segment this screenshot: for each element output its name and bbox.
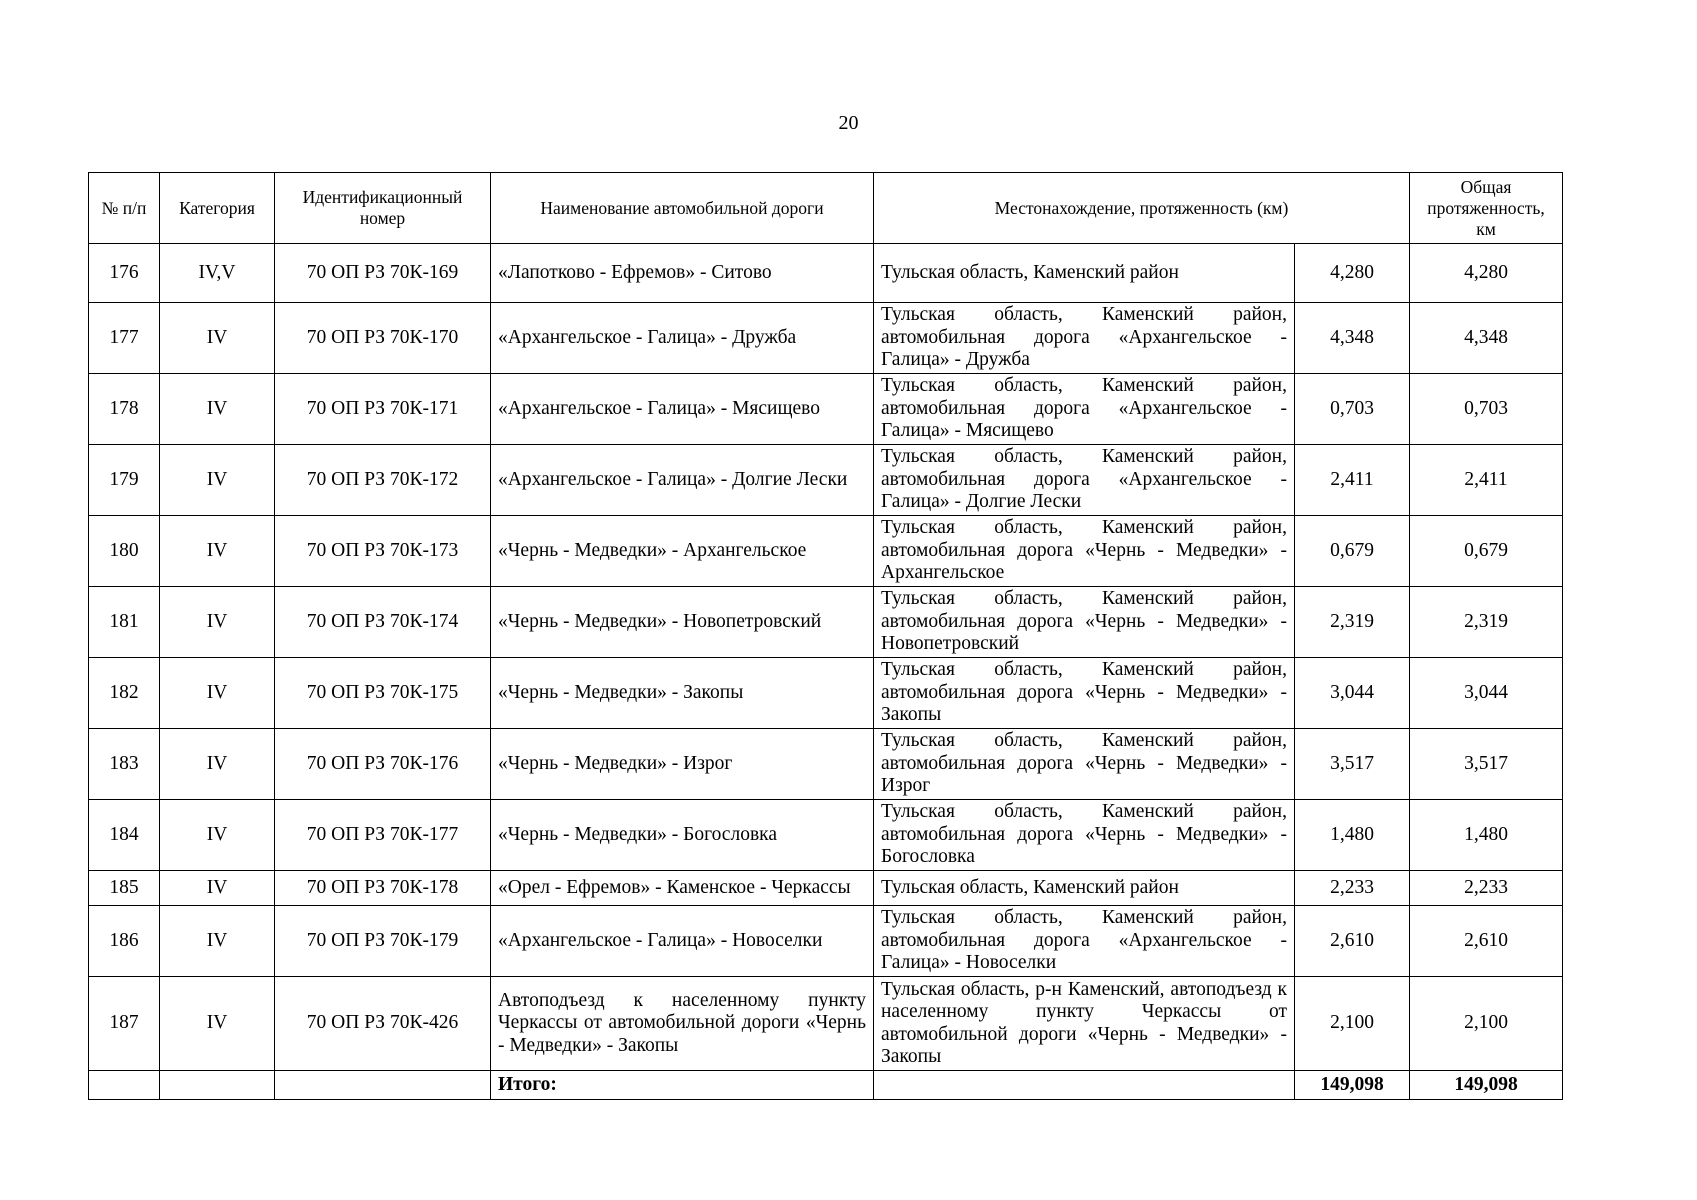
table-row <box>89 977 1563 1071</box>
row-num: 176 <box>89 244 160 303</box>
roads-table <box>88 172 1563 1100</box>
row-id: 70 ОП РЗ 70К-175 <box>275 658 491 729</box>
total-empty-location <box>874 1071 1295 1100</box>
row-location: Тульская область, Каменский район, автомобильная дорога «Чернь - Медведки» - Богословка <box>874 800 1295 871</box>
table-row <box>89 871 1563 906</box>
row-name: «Архангельское - Галица» - Мясищево <box>491 374 874 445</box>
row-name: «Архангельское - Галица» - Новоселки <box>491 906 874 977</box>
table-row <box>89 906 1563 977</box>
header-category: Категория <box>160 173 275 244</box>
row-name: «Лапотково - Ефремов» - Ситово <box>491 244 874 303</box>
table-row <box>89 303 1563 374</box>
row-num: 180 <box>89 516 160 587</box>
header-row <box>89 173 1563 244</box>
row-length: 4,348 <box>1295 303 1410 374</box>
total-empty-id <box>275 1071 491 1100</box>
total-total: 149,098 <box>1410 1071 1563 1100</box>
row-name: «Архангельское - Галица» - Дружба <box>491 303 874 374</box>
table-row <box>89 587 1563 658</box>
header-location: Местонахождение, протяженность (км) <box>874 173 1410 244</box>
row-num: 186 <box>89 906 160 977</box>
row-length: 2,319 <box>1295 587 1410 658</box>
row-name: «Орел - Ефремов» - Каменское - Черкассы <box>491 871 874 906</box>
table-row <box>89 658 1563 729</box>
row-location: Тульская область, Каменский район, автомобильная дорога «Архангельское - Галица» - Дружба <box>874 303 1295 374</box>
row-location: Тульская область, Каменский район, автомобильная дорога «Архангельское - Галица» - Новоселки <box>874 906 1295 977</box>
row-id: 70 ОП РЗ 70К-176 <box>275 729 491 800</box>
row-length: 3,517 <box>1295 729 1410 800</box>
row-category: IV <box>160 729 275 800</box>
row-name: «Чернь - Медведки» - Закопы <box>491 658 874 729</box>
row-id: 70 ОП РЗ 70К-171 <box>275 374 491 445</box>
row-total: 3,517 <box>1410 729 1563 800</box>
header-id-number: Идентификационный номер <box>275 173 491 244</box>
row-length: 2,610 <box>1295 906 1410 977</box>
row-category: IV <box>160 445 275 516</box>
row-id: 70 ОП РЗ 70К-173 <box>275 516 491 587</box>
row-category: IV <box>160 977 275 1071</box>
header-road-name: Наименование автомобильной дороги <box>491 173 874 244</box>
row-total: 2,100 <box>1410 977 1563 1071</box>
row-category: IV <box>160 303 275 374</box>
total-empty-category <box>160 1071 275 1100</box>
row-total: 0,703 <box>1410 374 1563 445</box>
table-row <box>89 244 1563 303</box>
row-total: 2,610 <box>1410 906 1563 977</box>
row-total: 4,280 <box>1410 244 1563 303</box>
row-category: IV <box>160 871 275 906</box>
row-id: 70 ОП РЗ 70К-170 <box>275 303 491 374</box>
row-location: Тульская область, Каменский район, автомобильная дорога «Чернь - Медведки» - Архангельское <box>874 516 1295 587</box>
row-id: 70 ОП РЗ 70К-179 <box>275 906 491 977</box>
row-total: 2,411 <box>1410 445 1563 516</box>
row-id: 70 ОП РЗ 70К-426 <box>275 977 491 1071</box>
total-row <box>89 1071 1563 1100</box>
row-total: 0,679 <box>1410 516 1563 587</box>
row-num: 184 <box>89 800 160 871</box>
row-total: 4,348 <box>1410 303 1563 374</box>
row-location: Тульская область, Каменский район, автомобильная дорога «Архангельское - Галица» - Мясищево <box>874 374 1295 445</box>
table-row <box>89 800 1563 871</box>
row-num: 181 <box>89 587 160 658</box>
table-row <box>89 516 1563 587</box>
row-total: 1,480 <box>1410 800 1563 871</box>
row-num: 183 <box>89 729 160 800</box>
row-num: 187 <box>89 977 160 1071</box>
row-length: 2,100 <box>1295 977 1410 1071</box>
row-id: 70 ОП РЗ 70К-178 <box>275 871 491 906</box>
row-length: 4,280 <box>1295 244 1410 303</box>
total-empty-num <box>89 1071 160 1100</box>
row-category: IV <box>160 516 275 587</box>
row-location: Тульская область, Каменский район, автомобильная дорога «Чернь - Медведки» - Новопетровский <box>874 587 1295 658</box>
row-location: Тульская область, Каменский район <box>874 244 1295 303</box>
row-name: «Чернь - Медведки» - Новопетровский <box>491 587 874 658</box>
row-category: IV <box>160 906 275 977</box>
total-length: 149,098 <box>1295 1071 1410 1100</box>
row-length: 2,411 <box>1295 445 1410 516</box>
page-number: 20 <box>838 112 859 134</box>
row-name: «Архангельское - Галица» - Долгие Лески <box>491 445 874 516</box>
row-location: Тульская область, р-н Каменский, автоподъезд к населенному пункту Черкассы от автомобильной дороги «Чернь - Медведки» - Закопы <box>874 977 1295 1071</box>
row-length: 1,480 <box>1295 800 1410 871</box>
row-id: 70 ОП РЗ 70К-174 <box>275 587 491 658</box>
row-num: 178 <box>89 374 160 445</box>
row-total: 3,044 <box>1410 658 1563 729</box>
row-length: 2,233 <box>1295 871 1410 906</box>
row-name: «Чернь - Медведки» - Богословка <box>491 800 874 871</box>
row-num: 182 <box>89 658 160 729</box>
row-category: IV <box>160 800 275 871</box>
header-num: № п/п <box>89 173 160 244</box>
row-name: «Чернь - Медведки» - Архангельское <box>491 516 874 587</box>
table-row <box>89 445 1563 516</box>
row-category: IV <box>160 374 275 445</box>
table-row <box>89 729 1563 800</box>
row-location: Тульская область, Каменский район, автомобильная дорога «Чернь - Медведки» - Закопы <box>874 658 1295 729</box>
row-num: 179 <box>89 445 160 516</box>
row-id: 70 ОП РЗ 70К-177 <box>275 800 491 871</box>
total-label: Итого: <box>491 1071 874 1100</box>
header-total-length: Общая протяженность, км <box>1410 173 1563 244</box>
row-location: Тульская область, Каменский район, автомобильная дорога «Архангельское - Галица» - Долгие Лески <box>874 445 1295 516</box>
row-location: Тульская область, Каменский район, автомобильная дорога «Чернь - Медведки» - Изрог <box>874 729 1295 800</box>
table-row <box>89 374 1563 445</box>
row-category: IV,V <box>160 244 275 303</box>
row-location: Тульская область, Каменский район <box>874 871 1295 906</box>
row-id: 70 ОП РЗ 70К-172 <box>275 445 491 516</box>
row-total: 2,233 <box>1410 871 1563 906</box>
row-length: 3,044 <box>1295 658 1410 729</box>
row-num: 177 <box>89 303 160 374</box>
row-id: 70 ОП РЗ 70К-169 <box>275 244 491 303</box>
row-total: 2,319 <box>1410 587 1563 658</box>
row-category: IV <box>160 587 275 658</box>
row-length: 0,679 <box>1295 516 1410 587</box>
row-num: 185 <box>89 871 160 906</box>
row-length: 0,703 <box>1295 374 1410 445</box>
row-category: IV <box>160 658 275 729</box>
row-name: «Чернь - Медведки» - Изрог <box>491 729 874 800</box>
row-name: Автоподъезд к населенному пункту Черкассы от автомобильной дороги «Чернь - Медведки» - Закопы <box>491 977 874 1071</box>
